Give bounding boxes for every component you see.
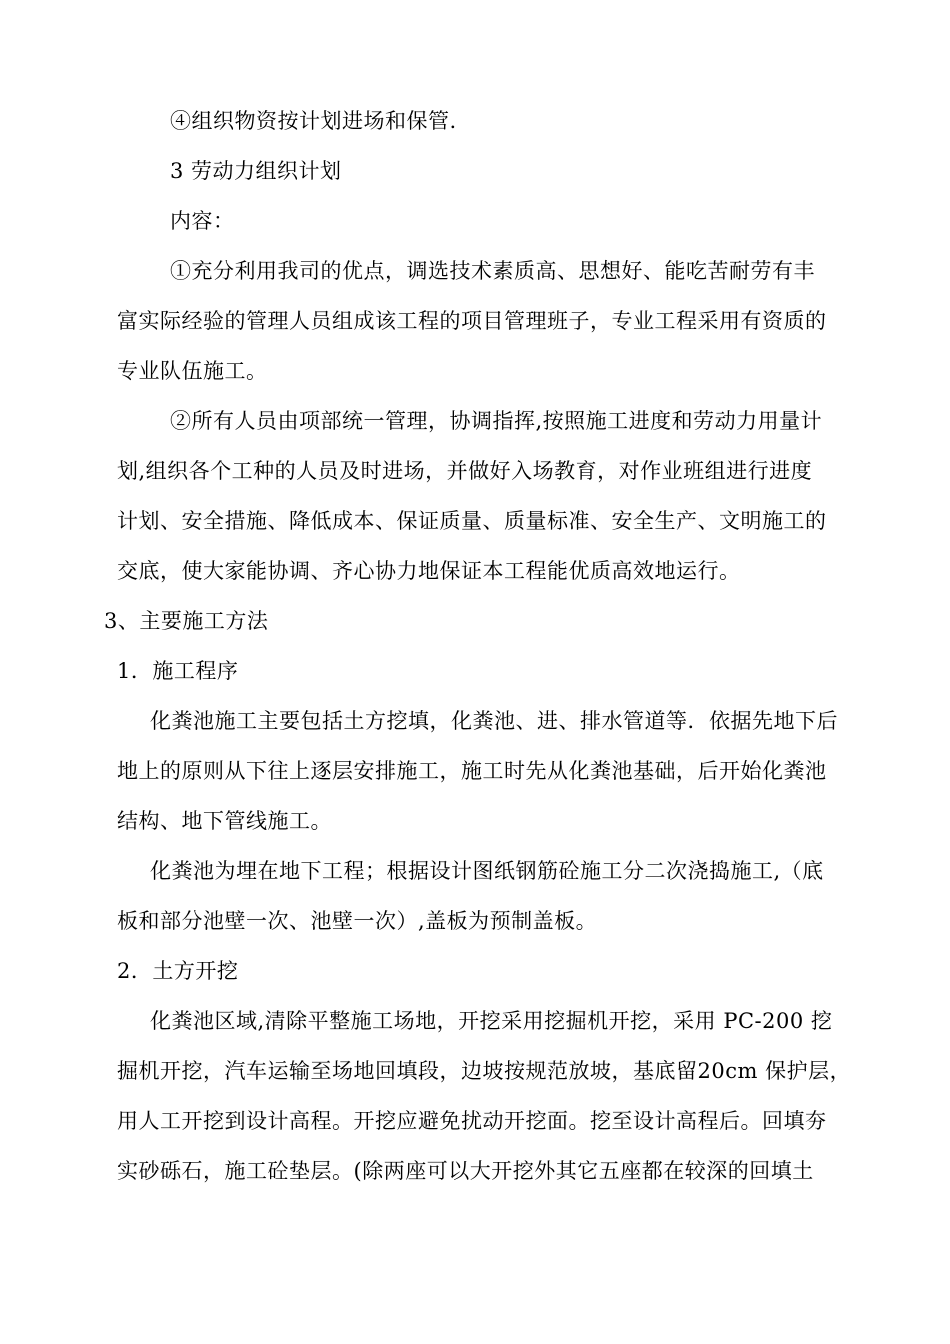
paragraph-line: 划,组织各个工种的人员及时进场，并做好入场教育，对作业班组进行进度: [117, 459, 813, 483]
paragraph-line: 化粪池为埋在地下工程；根据设计图纸钢筋砼施工分二次浇捣施工,（底: [150, 859, 824, 883]
subheading-procedure: 1．施工程序: [117, 659, 239, 683]
paragraph-line: 计划、安全措施、降低成本、保证质量、质量标准、安全生产、文明施工的: [117, 509, 827, 533]
paragraph-line: 地上的原则从下往上逐层安排施工，施工时先从化粪池基础，后开始化粪池: [117, 759, 827, 783]
paragraph-line: ①充分利用我司的优点，调选技术素质高、思想好、能吃苦耐劳有丰: [170, 259, 815, 283]
list-item-material-storage: ④组织物资按计划进场和保管.: [170, 109, 457, 133]
heading-labor-plan: 3 劳动力组织计划: [170, 159, 342, 183]
paragraph-line: 化粪池区域,清除平整施工场地，开挖采用挖掘机开挖，采用 PC-200 挖: [150, 1009, 833, 1033]
paragraph-line: ②所有人员由项部统一管理，协调指挥,按照施工进度和劳动力用量计: [170, 409, 823, 433]
paragraph-line: 用人工开挖到设计高程。开挖应避免扰动开挖面。挖至设计高程后。回填夯: [117, 1109, 827, 1133]
paragraph-line: 板和部分池壁一次、池壁一次）,盖板为预制盖板。: [117, 909, 598, 933]
paragraph-line: 结构、地下管线施工。: [117, 809, 332, 833]
section-heading-methods: 3、主要施工方法: [104, 609, 269, 633]
paragraph-line: 交底，使大家能协调、齐心协力地保证本工程能优质高效地运行。: [117, 559, 741, 583]
paragraph-line: 化粪池施工主要包括土方挖填，化粪池、进、排水管道等．依据先地下后: [150, 709, 838, 733]
paragraph-line: 富实际经验的管理人员组成该工程的项目管理班子，专业工程采用有资质的: [117, 309, 827, 333]
paragraph-line: 实砂砾石，施工砼垫层。(除两座可以大开挖外其它五座都在较深的回填土: [117, 1159, 814, 1183]
label-content: 内容：: [170, 209, 235, 233]
paragraph-line: 掘机开挖，汽车运输至场地回填段，边坡按规范放坡，基底留20cm 保护层，: [117, 1059, 852, 1083]
paragraph-line: 专业队伍施工。: [117, 359, 268, 383]
subheading-excavation: 2．土方开挖: [117, 959, 239, 983]
